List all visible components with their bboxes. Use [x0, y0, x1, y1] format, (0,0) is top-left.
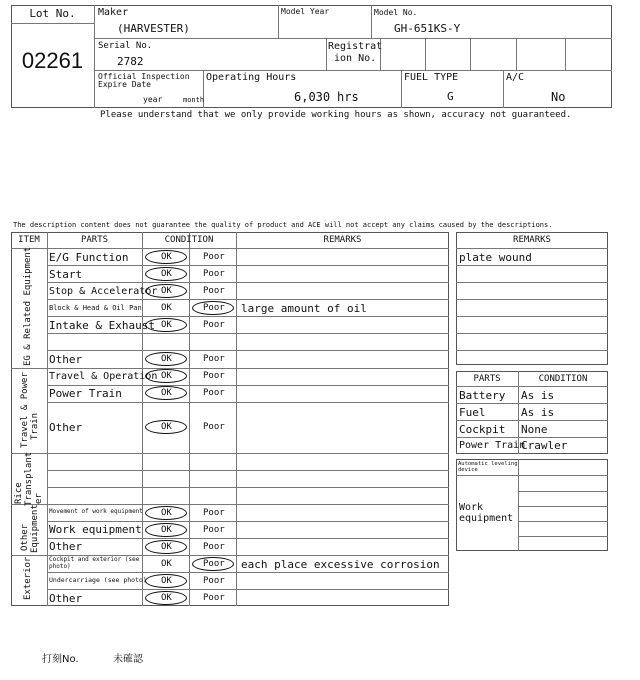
part-name: Other	[49, 353, 83, 366]
part-name: Intake & Exhaust	[49, 319, 155, 332]
right-part-name: Power Train	[459, 440, 526, 451]
maker-label: Maker	[98, 7, 129, 18]
year-label: year	[143, 95, 163, 104]
section-label-rice: er	[34, 493, 44, 504]
right-parts-header: PARTS	[473, 374, 501, 384]
row-line	[47, 282, 449, 283]
part-name: Work equipment	[49, 523, 142, 536]
header-divider	[470, 38, 471, 70]
poor-option: Poor	[203, 252, 225, 262]
right-part-name: Fuel	[459, 406, 486, 419]
row-line	[47, 572, 449, 573]
right-part-condition: As is	[521, 389, 555, 402]
row-line	[47, 487, 449, 488]
row-line	[47, 299, 449, 300]
row-line	[456, 403, 608, 404]
inspection-label: Official Inspection	[98, 72, 190, 81]
row-line	[47, 333, 449, 334]
ok-option: OK	[161, 422, 172, 432]
part-name: Power Train	[49, 387, 122, 400]
header-divider	[503, 70, 504, 108]
row-line	[456, 420, 608, 421]
serial-label: Serial No.	[98, 41, 153, 51]
ok-option: OK	[161, 593, 172, 603]
row-line	[47, 538, 449, 539]
section-label-other-eq: Other	[20, 523, 30, 551]
ok-option: OK	[161, 354, 172, 364]
col-remarks: REMARKS	[323, 235, 362, 245]
ok-option: OK	[161, 388, 172, 398]
hours-label: Operating Hours	[206, 72, 297, 83]
ac-label: A/C	[506, 72, 525, 83]
poor-option: Poor	[203, 525, 225, 535]
header-divider	[371, 5, 372, 38]
lot-number: 02261	[21, 48, 84, 73]
poor-option: Poor	[203, 542, 225, 552]
row-line	[456, 350, 608, 351]
poor-option: Poor	[203, 354, 225, 364]
model-year-label: Model Year	[281, 7, 330, 16]
col-item: ITEM	[18, 235, 40, 245]
part-name: Other	[49, 592, 83, 605]
part-name: photo)	[49, 563, 71, 570]
ok-option: OK	[161, 269, 172, 279]
col-parts: PARTS	[80, 235, 109, 245]
section-label-travel: Travel & Power	[20, 372, 30, 448]
row-line	[47, 350, 449, 351]
section-label-rice: Transplant	[24, 451, 34, 506]
row-line	[456, 316, 608, 317]
poor-option: Poor	[203, 269, 225, 279]
right-part-name: Battery	[459, 389, 506, 402]
row-line	[47, 402, 449, 403]
lot-label-underline	[11, 23, 94, 24]
part-name: Block & Head & Oil Pan	[49, 304, 142, 312]
work-equipment-label: Work	[459, 502, 484, 513]
section-label-other-eq: Equipment	[30, 504, 40, 553]
row-line	[518, 506, 608, 507]
hours-value: 6,030	[294, 90, 331, 104]
serial-value: 2782	[117, 55, 144, 68]
part-name: Start	[49, 268, 83, 281]
row-line	[456, 437, 608, 438]
fuel-label: FUEL TYPE	[404, 72, 459, 83]
ok-option: OK	[161, 303, 172, 313]
poor-option: Poor	[203, 320, 225, 330]
part-name: Movement of work equipment	[49, 508, 143, 515]
work-equipment-label: equipment	[459, 513, 514, 524]
ok-option: OK	[161, 542, 172, 552]
row-line	[456, 265, 608, 266]
right-remark-text: plate wound	[459, 251, 532, 264]
ok-option: OK	[161, 525, 172, 535]
stamp-label: 打刻No.	[42, 654, 79, 665]
registration-label: Registrat	[328, 41, 383, 52]
row-line	[456, 333, 608, 334]
header-row-line-2	[94, 70, 612, 71]
row-line	[518, 536, 608, 537]
part-name: Travel & Operation	[49, 371, 158, 382]
part-name: Undercarriage (see photo)	[49, 576, 147, 584]
poor-option: Poor	[203, 508, 225, 518]
ok-option: OK	[161, 508, 172, 518]
ok-option: OK	[161, 286, 172, 296]
disclaimer: The description content does not guarantee the quality of product and ACE will not accept any claims caused by the descriptions.	[13, 221, 553, 229]
poor-option: Poor	[203, 593, 225, 603]
right-condition-header: CONDITION	[538, 374, 588, 384]
poor-option: Poor	[203, 576, 225, 586]
poor-option: Poor	[203, 303, 225, 313]
row-line	[518, 521, 608, 522]
row-line	[47, 316, 449, 317]
row-line	[47, 385, 449, 386]
header-divider	[326, 38, 327, 70]
hours-unit: hrs	[337, 90, 359, 104]
right-remarks-title: REMARKS	[513, 235, 551, 245]
model-no-label: Model No.	[374, 8, 418, 17]
col-condition: CONDITION	[164, 235, 214, 245]
row-line	[456, 299, 608, 300]
header-divider	[401, 70, 402, 108]
section-label-rice: Rice	[14, 482, 24, 504]
header-divider	[516, 38, 517, 70]
section-divider	[11, 504, 449, 505]
row-line	[47, 521, 449, 522]
header-divider	[425, 38, 426, 70]
row-line	[456, 475, 608, 476]
part-name: E/G Function	[49, 251, 129, 264]
ok-option: OK	[161, 320, 172, 330]
section-divider	[11, 368, 449, 369]
row-line	[518, 491, 608, 492]
part-name: Other	[49, 421, 83, 434]
lot-label: Lot No.	[29, 7, 76, 20]
leveling-label: Automatic leveling	[458, 461, 518, 467]
part-name: Stop & Accelerator	[49, 286, 158, 297]
poor-option: Poor	[203, 559, 225, 569]
model-no-value: GH-651KS-Y	[394, 22, 461, 35]
col-divider	[47, 232, 48, 606]
fuel-value: G	[447, 90, 454, 103]
part-name: Cockpit and exterior (see	[49, 556, 140, 563]
header-divider	[278, 5, 279, 38]
section-label-eg: EG & Related Equipment	[23, 246, 33, 366]
maker-value: (HARVESTER)	[117, 22, 190, 35]
right-part-condition: None	[521, 423, 548, 436]
section-label-exterior: Exterior	[23, 556, 33, 600]
right-part-condition: Crawler	[521, 439, 568, 452]
stamp-value: 未確認	[113, 654, 143, 665]
inspection-label: Expire Date	[98, 80, 151, 89]
poor-option: Poor	[203, 286, 225, 296]
row-line	[47, 589, 449, 590]
section-divider	[11, 453, 449, 454]
row-line	[47, 470, 449, 471]
header-row-line-1	[94, 38, 612, 39]
poor-option: Poor	[203, 422, 225, 432]
row-line	[456, 248, 608, 249]
poor-option: Poor	[203, 371, 225, 381]
col-divider	[518, 459, 519, 551]
row-line	[456, 282, 608, 283]
leveling-label: device	[458, 467, 478, 473]
ac-value: No	[551, 90, 566, 104]
col-divider	[236, 232, 237, 606]
header-divider	[565, 38, 566, 70]
ok-option: OK	[161, 252, 172, 262]
ok-option: OK	[161, 559, 172, 569]
remark-text: large amount of oil	[241, 302, 367, 315]
table-header-line	[11, 248, 449, 249]
right-part-condition: As is	[521, 406, 555, 419]
section-label-travel: Train	[30, 412, 40, 440]
hours-note: Please understand that we only provide working hours as shown, accuracy not guaranteed.	[100, 110, 572, 120]
col-divider	[189, 232, 190, 606]
registration-label: ion No.	[334, 53, 377, 64]
remark-text: each place excessive corrosion	[241, 558, 440, 571]
row-line	[456, 386, 608, 387]
part-name: Other	[49, 540, 83, 553]
ok-option: OK	[161, 576, 172, 586]
row-line	[47, 265, 449, 266]
month-label: month	[183, 96, 205, 104]
ok-option: OK	[161, 371, 172, 381]
poor-option: Poor	[203, 388, 225, 398]
lot-divider	[94, 5, 95, 108]
right-part-name: Cockpit	[459, 423, 506, 436]
